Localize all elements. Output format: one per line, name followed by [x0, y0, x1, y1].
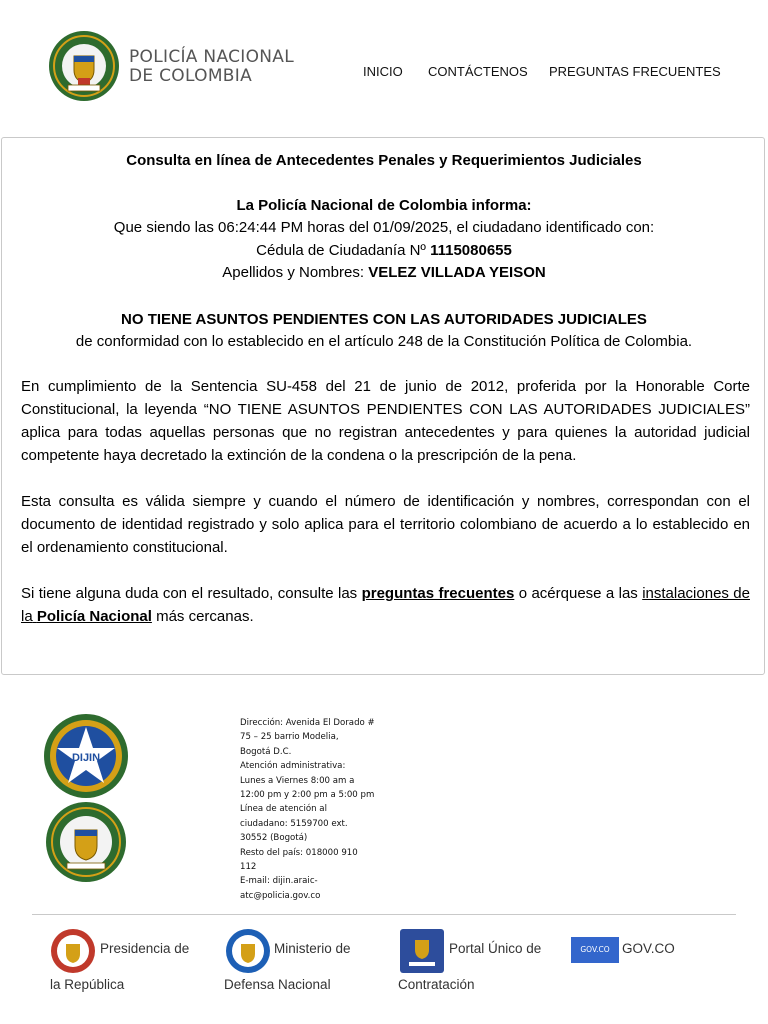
dijin-label: DIJIN	[71, 752, 101, 764]
ministerio-link-line2[interactable]: Defensa Nacional	[224, 977, 331, 992]
policia-seal-logo[interactable]	[48, 30, 120, 102]
info-line: ciudadano: 5159700 ext.	[240, 818, 348, 829]
nav-contactenos[interactable]: CONTÁCTENOS	[428, 64, 528, 79]
presidencia-link-line1[interactable]: Presidencia de	[100, 941, 190, 956]
para3-text-b: o acérquese a las	[518, 585, 638, 602]
policia-seal-footer-logo	[45, 801, 127, 883]
site-header	[0, 0, 768, 130]
dijin-seal-logo	[43, 713, 129, 799]
info-line: 112	[240, 862, 257, 873]
brand-line-1: POLICÍA NACIONAL	[129, 47, 294, 67]
status-result: NO TIENE ASUNTOS PENDIENTES CON LAS AUTORIDADES JUDICIALES	[121, 311, 647, 328]
info-line: Resto del país: 018000 910	[240, 847, 358, 858]
consult-time-line: Que siendo las 06:24:44 PM horas del 01/09/2025, el ciudadano identificado con:	[113, 219, 655, 236]
id-number: 1115080655	[430, 242, 512, 259]
info-line: Lunes a Viernes 8:00 am a	[240, 775, 355, 786]
paragraph-sentencia: En cumplimiento de la Sentencia SU-458 del 21 de junio de 2012, proferida por la Honorable Corte Constitucional, la leyenda “NO TIENE ASUNTOS PENDIENTES CON LAS AUTORIDADES JUDICIALES” aplica para todas aquellas personas que no registran antecedentes y para quienes la autoridad judicial competente haya decretado la extinción de la condena o la prescripción de la pena.	[21, 378, 750, 464]
presidencia-link-line2[interactable]: la República	[50, 977, 125, 992]
preguntas-frecuentes-link[interactable]: preguntas frecuentes	[361, 585, 515, 602]
paragraph-contact	[21, 582, 750, 628]
name-label: Apellidos y Nombres:	[222, 264, 365, 281]
policia-nacional-link-text: Policía Nacional	[36, 608, 152, 625]
instalaciones-link-text: instalaciones de la	[21, 585, 750, 625]
info-line: E-mail: dijin.araic-	[240, 876, 318, 887]
footer-divider	[32, 914, 736, 915]
id-line	[2, 241, 766, 261]
info-line: Bogotá D.C.	[240, 746, 292, 757]
ministerio-link-line1[interactable]: Ministerio de	[274, 941, 351, 956]
nav-inicio[interactable]: INICIO	[363, 64, 403, 79]
name-line	[2, 263, 766, 283]
nav-preguntas-frecuentes[interactable]: PREGUNTAS FRECUENTES	[549, 64, 721, 79]
result-title: Consulta en línea de Antecedentes Penales y Requerimientos Judiciales	[126, 152, 642, 169]
id-label: Cédula de Ciudadanía Nº	[256, 242, 426, 259]
info-line: 75 – 25 barrio Modelia,	[240, 732, 339, 743]
info-line: Dirección: Avenida El Dorado #	[240, 718, 375, 728]
info-line: 12:00 pm y 2:00 pm a 5:00 pm	[240, 790, 375, 801]
info-line: 30552 (Bogotá)	[240, 833, 308, 844]
name-value: VELEZ VILLADA YEISON	[368, 264, 546, 281]
status-subtext: de conformidad con lo establecido en el artículo 248 de la Constitución Política de Colombia.	[75, 333, 693, 350]
govco-badge-text: GOV.CO	[580, 945, 610, 954]
paragraph-validity: Esta consulta es válida siempre y cuando el número de identificación y nombres, correspondan con el documento de identidad registrado y solo aplica para el territorio colombiano de acuerdo a lo establecido en el ordenamiento constitucional.	[21, 493, 750, 556]
contact-info	[240, 716, 375, 903]
info-line: Línea de atención al	[240, 804, 327, 815]
govco-link[interactable]: GOV.CO	[622, 941, 675, 956]
brand-title[interactable]	[129, 48, 294, 86]
para3-text-a: Si tiene alguna duda con el resultado, consulte las	[21, 585, 358, 602]
info-line: Atención administrativa:	[240, 761, 346, 772]
result-card	[1, 137, 765, 675]
portal-link-line1[interactable]: Portal Único de	[449, 941, 542, 956]
govco-logo[interactable]	[571, 937, 619, 963]
informs-heading: La Policía Nacional de Colombia informa:	[236, 197, 532, 214]
portal-link-line2[interactable]: Contratación	[398, 977, 475, 992]
para3-text-c: más cercanas.	[156, 608, 254, 625]
brand-line-2: DE COLOMBIA	[129, 66, 253, 86]
info-line: atc@policia.gov.co	[240, 890, 321, 901]
